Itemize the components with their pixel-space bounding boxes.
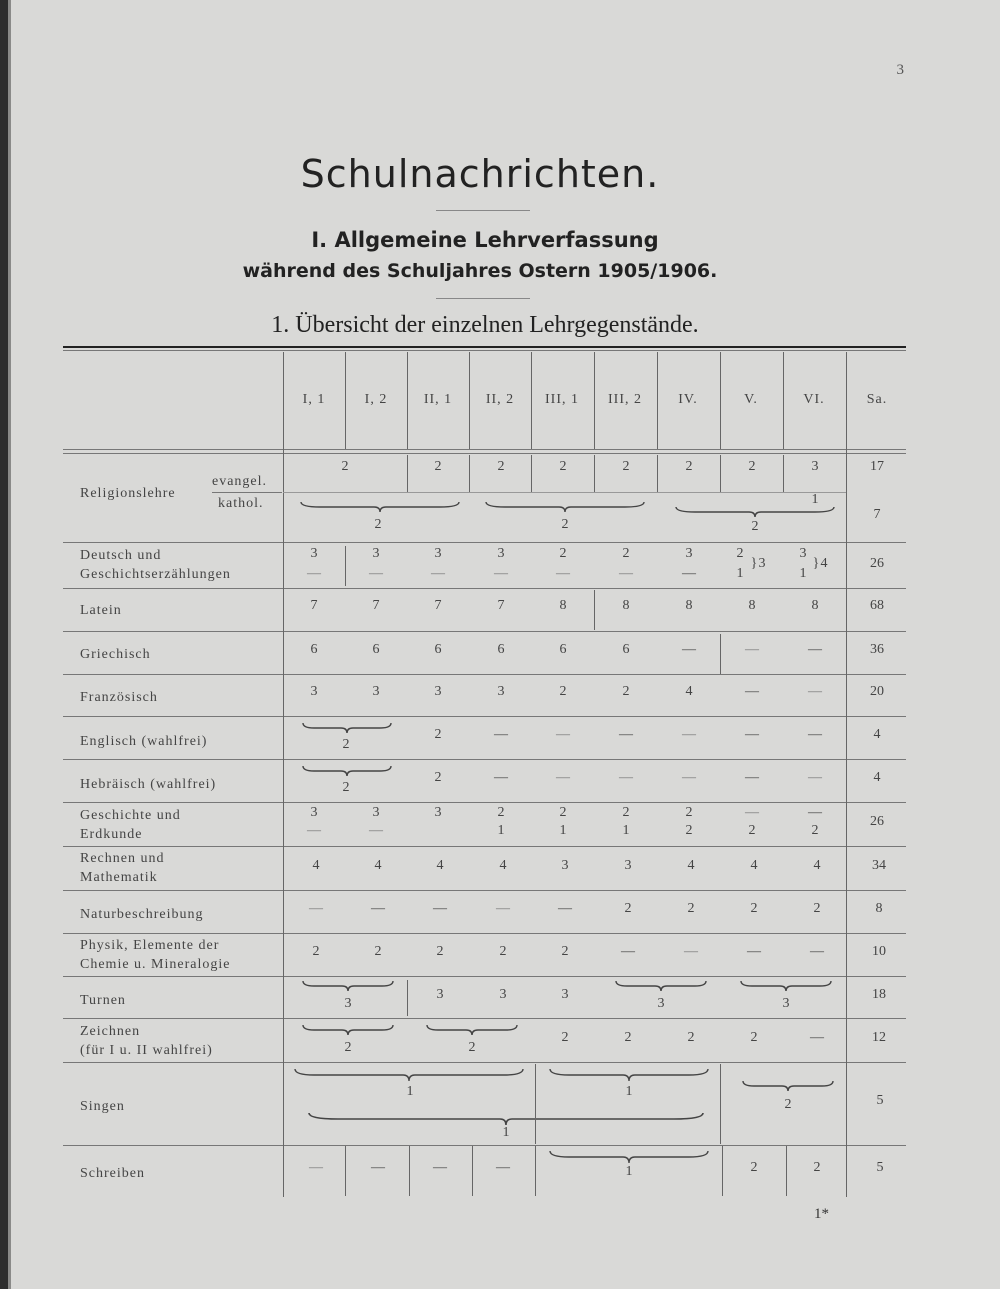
- column-header: I, 1: [302, 392, 326, 407]
- subject-line: Chemie u. Mineralogie: [80, 957, 231, 972]
- subject-geschichte: [80, 806, 181, 844]
- cell: —: [745, 642, 759, 657]
- cell: —: [682, 642, 696, 657]
- cell: —: [808, 642, 822, 657]
- cell: 3: [624, 858, 632, 873]
- cell: 4: [820, 556, 828, 571]
- cell: 7: [434, 598, 442, 613]
- cell: 3: [372, 546, 380, 561]
- row-sum: 26: [870, 814, 884, 829]
- cell-separator: [345, 1146, 346, 1196]
- cell-separator: [469, 455, 470, 492]
- cell: 2: [750, 901, 758, 916]
- brace: [302, 980, 394, 994]
- cell: 3: [436, 987, 444, 1002]
- cell: —: [619, 770, 633, 785]
- cell: 6: [310, 642, 318, 657]
- brace-value: 2: [342, 780, 350, 795]
- cell: —: [371, 901, 385, 916]
- cell: 3: [561, 858, 569, 873]
- cell: 2: [559, 684, 567, 699]
- cell: 4: [750, 858, 758, 873]
- subject-line: (für I u. II wahlfrei): [80, 1043, 213, 1058]
- brace: [302, 1024, 394, 1038]
- subject-line: Erdkunde: [80, 827, 143, 842]
- cell: —: [682, 566, 696, 581]
- row-separator: [63, 674, 906, 675]
- brace: [615, 980, 707, 994]
- cell: 6: [622, 642, 630, 657]
- cell: 2: [559, 459, 567, 474]
- cell-separator: [786, 1146, 787, 1196]
- cell-separator: [720, 1064, 721, 1144]
- cell: —: [745, 684, 759, 699]
- row-separator: [63, 802, 906, 803]
- cell: 2: [622, 546, 630, 561]
- subject-line: Geschichtserzählungen: [80, 567, 231, 582]
- brace-value: 2: [561, 517, 569, 532]
- cell: —: [684, 944, 698, 959]
- cell: 2: [374, 944, 382, 959]
- cell: 2: [687, 1030, 695, 1045]
- cell: 3: [758, 556, 766, 571]
- cell: 3: [561, 987, 569, 1002]
- subject-deutsch: [80, 546, 231, 584]
- cell: 7: [310, 598, 318, 613]
- brace-value: 1: [406, 1084, 414, 1099]
- cell: 4: [685, 684, 693, 699]
- cell: —: [745, 805, 759, 820]
- cell: 2: [312, 944, 320, 959]
- row-sum: 8: [875, 901, 883, 916]
- subject-physik: [80, 936, 230, 974]
- cell: 3: [434, 546, 442, 561]
- brace: [308, 1112, 704, 1126]
- subject-line: Geschichte und: [80, 808, 181, 823]
- cell: 8: [622, 598, 630, 613]
- subject-singen: Singen: [80, 1099, 125, 1114]
- cell: 2: [750, 1160, 758, 1175]
- cell: 3: [434, 684, 442, 699]
- page-title: Schulnachrichten.: [300, 152, 660, 196]
- cell: —: [369, 566, 383, 581]
- subject-evangel: evangel.: [212, 474, 268, 489]
- cell: 2: [687, 901, 695, 916]
- row-separator: [63, 759, 906, 760]
- cell: 2: [499, 944, 507, 959]
- brace: [294, 1068, 524, 1082]
- row-separator: [63, 588, 906, 589]
- cell: 2: [748, 459, 756, 474]
- brace-value: 2: [342, 737, 350, 752]
- cell: —: [808, 770, 822, 785]
- table-top-rule-thin: [63, 350, 906, 351]
- cell: 8: [559, 598, 567, 613]
- subject-kathol: kathol.: [218, 496, 264, 511]
- header-bottom-rule-2: [63, 453, 906, 454]
- cell: 3: [499, 987, 507, 1002]
- subject-englisch: Englisch (wahlfrei): [80, 734, 208, 749]
- cell: 3: [372, 684, 380, 699]
- brace: [485, 500, 645, 514]
- cell: 2: [434, 727, 442, 742]
- cell: 4: [813, 858, 821, 873]
- cell: —: [810, 1030, 824, 1045]
- brace: [549, 1150, 709, 1164]
- cell: 3: [685, 546, 693, 561]
- cell: 2: [622, 459, 630, 474]
- column-header: III, 1: [545, 392, 579, 407]
- cell: 3: [497, 546, 505, 561]
- cell: 2: [561, 944, 569, 959]
- cell: 2: [497, 805, 505, 820]
- cell: 2: [341, 459, 349, 474]
- section-subtitle: während des Schuljahres Ostern 1905/1906.: [242, 260, 718, 282]
- row-sum: 4: [873, 770, 881, 785]
- cell: —: [496, 901, 510, 916]
- cell: 2: [559, 805, 567, 820]
- row-sum: 12: [872, 1030, 886, 1045]
- row-sum: 4: [873, 727, 881, 742]
- subject-line: Physik, Elemente der: [80, 938, 220, 953]
- brace-value: 1: [625, 1084, 633, 1099]
- column-header: VI.: [803, 392, 825, 407]
- subject-natur: Naturbeschreibung: [80, 907, 204, 922]
- cell: 3: [497, 684, 505, 699]
- row-sum: 20: [870, 684, 884, 699]
- religion-subdivider: [283, 492, 846, 493]
- subject-religion: Religionslehre: [80, 486, 176, 501]
- cell-separator: [594, 455, 595, 492]
- cell: 2: [813, 1160, 821, 1175]
- page-number: 3: [896, 62, 904, 78]
- subject-line: Mathematik: [80, 870, 158, 885]
- subject-rechnen: [80, 849, 164, 887]
- cell: —: [433, 1160, 447, 1175]
- subtitle-divider: [436, 298, 530, 299]
- cell: 2: [685, 805, 693, 820]
- row-separator: [63, 542, 906, 543]
- cell: —: [494, 566, 508, 581]
- cell: 4: [499, 858, 507, 873]
- cell: 7: [372, 598, 380, 613]
- row-separator: [63, 933, 906, 934]
- row-sum: 68: [870, 598, 884, 613]
- cell: 3: [310, 684, 318, 699]
- cell: —: [309, 901, 323, 916]
- cell: 1: [736, 566, 744, 581]
- cell: 2: [736, 546, 744, 561]
- cell: 1: [497, 823, 505, 838]
- column-line: [283, 352, 284, 1197]
- subject-line: Rechnen und: [80, 851, 165, 866]
- row-sum: 18: [872, 987, 886, 1002]
- cell: 2: [685, 823, 693, 838]
- cell: —: [494, 770, 508, 785]
- cell-separator: [345, 546, 346, 586]
- row-sum: 36: [870, 642, 884, 657]
- cell: —: [745, 727, 759, 742]
- brace: [426, 1024, 518, 1038]
- cell: 3: [811, 459, 819, 474]
- cell: 3: [434, 805, 442, 820]
- cell: 2: [748, 823, 756, 838]
- cell: —: [558, 901, 572, 916]
- subject-line: Deutsch und: [80, 548, 162, 563]
- row-separator: [63, 976, 906, 977]
- cell: —: [682, 727, 696, 742]
- subject-latein: Latein: [80, 603, 122, 618]
- subject-griechisch: Griechisch: [80, 647, 151, 662]
- cell-brace: }: [812, 556, 820, 571]
- cell: 2: [559, 546, 567, 561]
- brace-value: 3: [344, 996, 352, 1011]
- row-separator: [63, 1062, 906, 1063]
- cell: 2: [497, 459, 505, 474]
- row-sum: 7: [873, 507, 881, 522]
- cell: 6: [372, 642, 380, 657]
- cell-separator: [720, 634, 721, 674]
- cell-separator: [722, 1146, 723, 1196]
- row-sum: 17: [870, 459, 884, 474]
- cell: —: [808, 727, 822, 742]
- column-header: II, 2: [485, 392, 515, 407]
- row-separator: [63, 1018, 906, 1019]
- cell-separator: [535, 1064, 536, 1144]
- cell: 4: [436, 858, 444, 873]
- cell: 3: [310, 805, 318, 820]
- cell: 2: [561, 1030, 569, 1045]
- cell: 2: [624, 1030, 632, 1045]
- subject-line: Zeichnen: [80, 1024, 141, 1039]
- cell: —: [682, 770, 696, 785]
- cell-brace: }: [750, 556, 758, 571]
- brace: [742, 1080, 834, 1094]
- cell: —: [307, 823, 321, 838]
- table-title: 1. Übersicht der einzelnen Lehrgegenstände.: [271, 312, 699, 338]
- cell-separator: [535, 1146, 536, 1196]
- row-sum: 26: [870, 556, 884, 571]
- brace-value: 3: [782, 996, 790, 1011]
- brace: [302, 765, 392, 779]
- subject-turnen: Turnen: [80, 993, 126, 1008]
- column-header: V.: [744, 392, 758, 407]
- cell: 1: [559, 823, 567, 838]
- subject-hebraeisch: Hebräisch (wahlfrei): [80, 777, 217, 792]
- column-header: I, 2: [364, 392, 388, 407]
- title-divider: [436, 210, 530, 211]
- subject-schreiben: Schreiben: [80, 1166, 145, 1181]
- brace: [740, 980, 832, 994]
- brace-value: 1: [502, 1125, 510, 1140]
- cell: 6: [497, 642, 505, 657]
- cell: 2: [436, 944, 444, 959]
- row-separator: [63, 890, 906, 891]
- cell: —: [556, 727, 570, 742]
- brace-value: 3: [657, 996, 665, 1011]
- cell: 2: [685, 459, 693, 474]
- row-separator: [63, 1145, 906, 1146]
- cell: —: [496, 1160, 510, 1175]
- cell: 4: [312, 858, 320, 873]
- cell: 2: [622, 805, 630, 820]
- cell: —: [556, 770, 570, 785]
- cell: —: [619, 727, 633, 742]
- row-separator: [63, 631, 906, 632]
- cell-separator: [657, 455, 658, 492]
- cell: —: [307, 566, 321, 581]
- cell-separator: [409, 1146, 410, 1196]
- cell-separator: [594, 590, 595, 630]
- brace: [300, 500, 460, 514]
- cell: —: [808, 805, 822, 820]
- column-header: III, 2: [608, 392, 642, 407]
- section-title: I. Allgemeine Lehrverfassung: [311, 228, 659, 252]
- cell: 2: [813, 901, 821, 916]
- cell: —: [494, 727, 508, 742]
- cell: —: [369, 823, 383, 838]
- cell: 8: [811, 598, 819, 613]
- cell: 3: [799, 546, 807, 561]
- cell: 2: [434, 770, 442, 785]
- cell: —: [745, 770, 759, 785]
- column-line: [846, 352, 847, 1197]
- cell: 2: [434, 459, 442, 474]
- brace-value: 2: [784, 1097, 792, 1112]
- header-bottom-rule: [63, 449, 906, 450]
- cell-separator: [472, 1146, 473, 1196]
- cell: —: [747, 944, 761, 959]
- cell: 7: [497, 598, 505, 613]
- brace: [549, 1068, 709, 1082]
- brace-value: 2: [468, 1040, 476, 1055]
- cell: 3: [372, 805, 380, 820]
- cell: —: [556, 566, 570, 581]
- cell-separator: [407, 455, 408, 492]
- cell: 8: [748, 598, 756, 613]
- cell: —: [810, 944, 824, 959]
- cell: —: [433, 901, 447, 916]
- cell-separator: [531, 455, 532, 492]
- row-separator: [63, 846, 906, 847]
- cell: 6: [434, 642, 442, 657]
- row-sum: 10: [872, 944, 886, 959]
- cell: —: [431, 566, 445, 581]
- cell: 2: [622, 684, 630, 699]
- subject-franzoesisch: Französisch: [80, 690, 158, 705]
- subject-zeichnen: [80, 1022, 213, 1060]
- cell: 4: [687, 858, 695, 873]
- cell: 2: [750, 1030, 758, 1045]
- cell: 6: [559, 642, 567, 657]
- table-top-rule: [63, 346, 906, 348]
- cell-separator: [407, 980, 408, 1016]
- cell: 4: [374, 858, 382, 873]
- row-separator: [63, 716, 906, 717]
- cell-separator: [720, 455, 721, 492]
- cell: 2: [624, 901, 632, 916]
- brace-value: 2: [374, 517, 382, 532]
- cell: 1: [811, 492, 819, 507]
- cell: 1: [799, 566, 807, 581]
- cell: —: [371, 1160, 385, 1175]
- cell: —: [621, 944, 635, 959]
- row-sum: 5: [876, 1093, 884, 1108]
- cell: —: [808, 684, 822, 699]
- brace-value: 2: [344, 1040, 352, 1055]
- brace: [302, 722, 392, 736]
- column-header: Sa.: [866, 392, 888, 407]
- brace-value: 2: [751, 519, 759, 534]
- cell: —: [309, 1160, 323, 1175]
- signature-mark: 1*: [814, 1206, 829, 1222]
- column-header: IV.: [678, 392, 698, 407]
- cell: 1: [622, 823, 630, 838]
- column-header: II, 1: [423, 392, 453, 407]
- evangel-kathol-divider: [212, 492, 282, 493]
- cell: —: [619, 566, 633, 581]
- cell: 3: [310, 546, 318, 561]
- row-sum: 34: [872, 858, 886, 873]
- brace-value: 1: [625, 1164, 633, 1179]
- row-sum: 5: [876, 1160, 884, 1175]
- cell: 2: [811, 823, 819, 838]
- cell: 8: [685, 598, 693, 613]
- cell-separator: [783, 455, 784, 492]
